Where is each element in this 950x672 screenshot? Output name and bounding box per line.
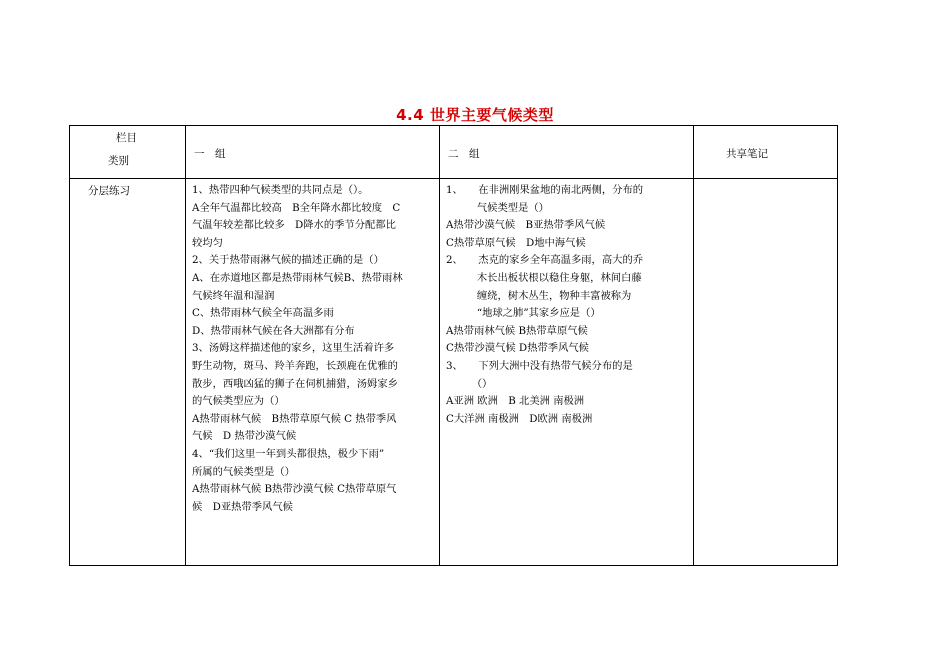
page-title: 4.4 世界主要气候类型	[396, 106, 554, 124]
question-line: 2、关于热带雨淋气候的描述正确的是（）	[192, 254, 384, 267]
question-line: 4、“我们这里一年到头都很热，极少下雨”	[192, 447, 385, 460]
header-column-label: 栏目	[116, 132, 137, 144]
category-label: 分层练习	[88, 185, 130, 197]
question-line: 气温年较差都比较多 D降水的季节分配都比	[192, 219, 396, 232]
group2-question-list	[440, 179, 693, 428]
group1-cell	[186, 179, 440, 566]
question-line: 木长出板状根以稳住身躯，林间白藤	[446, 271, 642, 284]
notes-cell[interactable]	[694, 179, 838, 566]
question-line: 所属的气候类型是（）	[192, 465, 295, 478]
question-line: 散步，西哦凶猛的狮子在伺机捕猎，汤姆家乡	[192, 377, 398, 390]
question-line: A热带雨林气候 B热带沙漠气候 C热带草原气	[192, 483, 397, 496]
question-line: C大洋洲 南极洲 D欧洲 南极洲	[446, 412, 593, 425]
question-line: 缠绕，树木丛生，物种丰富被称为	[446, 289, 632, 302]
exercise-table	[69, 125, 838, 566]
header-notes-label: 共享笔记	[726, 148, 768, 160]
header-group2-cell	[440, 126, 694, 179]
table-header-row	[70, 126, 838, 179]
question-line: A全年气温都比较高 B全年降水都比较度 C	[192, 201, 401, 214]
question-line: A、在赤道地区都是热带雨林气候B、热带雨林	[192, 271, 403, 284]
question-line: A热带沙漠气候 B亚热带季风气候	[446, 219, 606, 232]
question-line: 候 D亚热带季风气候	[192, 500, 293, 513]
question-line: D、热带雨林气候在各大洲都有分布	[192, 324, 355, 337]
question-line: 气候 D 热带沙漠气候	[192, 430, 297, 443]
question-line: C、热带雨林气候全年高温多雨	[192, 307, 334, 320]
question-line: 2、 杰克的家乡全年高温多雨，高大的乔	[446, 254, 644, 267]
header-group1-cell	[186, 126, 440, 179]
question-line: 野生动物，斑马、羚羊奔跑，长颈鹿在优雅的	[192, 359, 398, 372]
question-line: 3、汤姆这样描述他的家乡，这里生活着许多	[192, 342, 395, 355]
header-row-label: 类别	[108, 155, 129, 167]
table-row	[70, 179, 838, 566]
question-line: A热带雨林气候 B热带草原气候	[446, 324, 588, 337]
question-line: C热带沙漠气候 D热带季风气候	[446, 342, 589, 355]
header-group2-label: 二 组	[448, 148, 480, 160]
header-group1-label: 一 组	[194, 148, 226, 160]
group1-question-list	[186, 179, 439, 516]
category-cell	[70, 179, 186, 566]
question-line: A亚洲 欧洲 B 北美洲 南极洲	[446, 395, 585, 408]
question-line: “地球之肺”其家乡应是（）	[446, 307, 601, 320]
group2-cell	[440, 179, 694, 566]
question-line: 1、热带四种气候类型的共同点是（）。	[192, 184, 369, 196]
question-line: C热带草原气候 D地中海气候	[446, 236, 586, 249]
question-line: 气候终年温和湿润	[192, 289, 275, 302]
question-line: 较均匀	[192, 236, 223, 249]
question-line: A热带雨林气候 B热带草原气候 C 热带季风	[192, 412, 397, 425]
header-corner-cell	[70, 126, 186, 179]
question-line: 1、 在非洲刚果盆地的南北两侧，分布的	[446, 184, 644, 196]
header-notes-cell	[694, 126, 838, 179]
question-line: 气候类型是（）	[446, 201, 549, 214]
question-line: 的气候类型应为（）	[192, 395, 285, 408]
question-line: （）	[446, 377, 493, 390]
question-line: 3、 下列大洲中没有热带气候分布的是	[446, 359, 633, 372]
